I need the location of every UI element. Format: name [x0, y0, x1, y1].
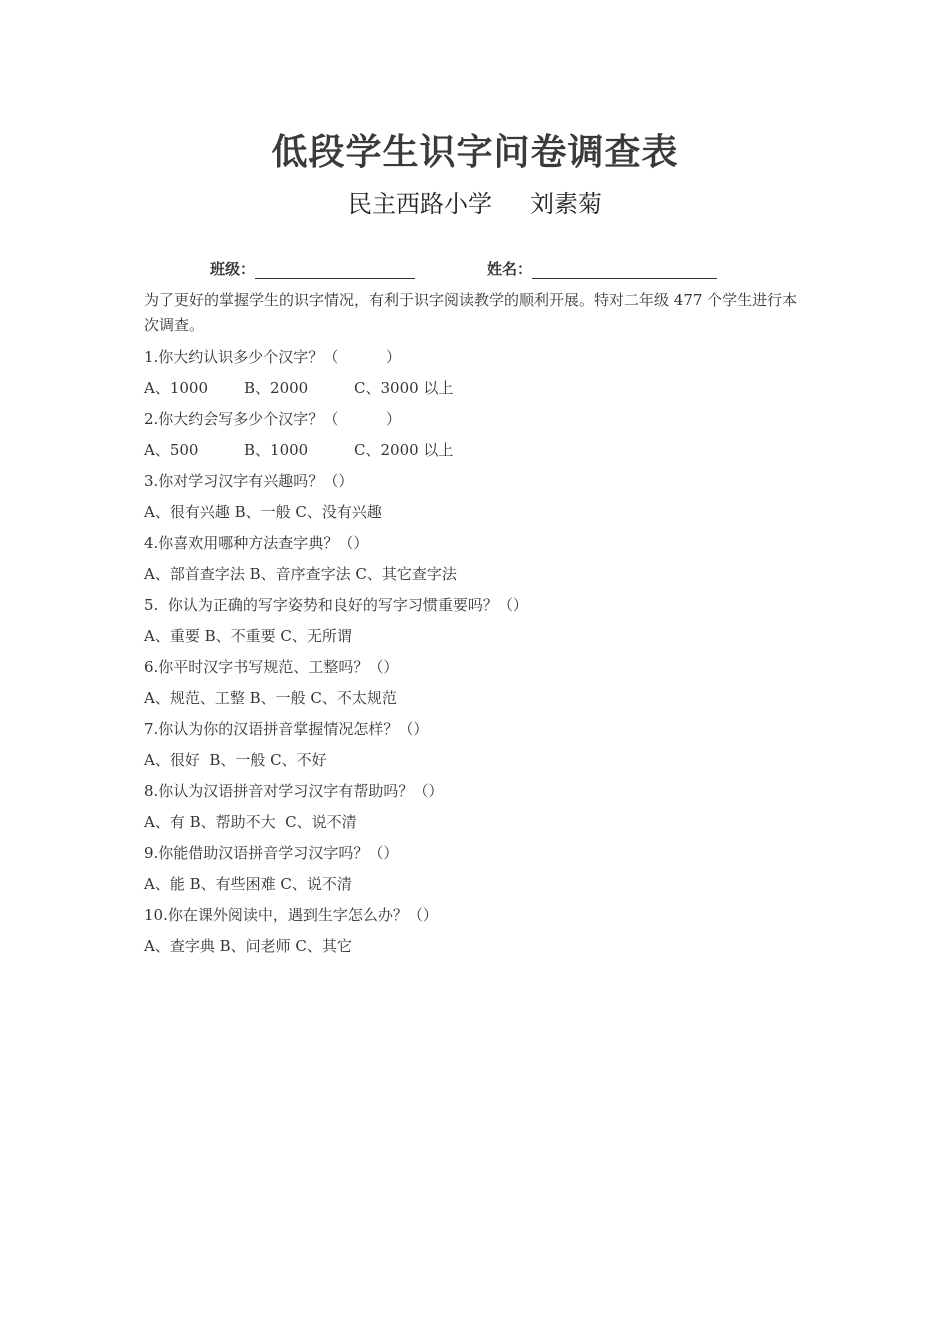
question-3-options: A、很有兴趣 B、一般 C、没有兴趣: [144, 503, 382, 521]
question-8: 8.你认为汉语拼音对学习汉字有帮助吗？（）: [144, 782, 444, 800]
class-field: [210, 258, 415, 279]
intro-paragraph: 为了更好的掌握学生的识字情况，有利于识字阅读教学的顺利开展。特对二年级 477 个学生进行本次调查。: [144, 291, 798, 334]
question-10: 10.你在课外阅读中，遇到生字怎么办？（）: [144, 906, 438, 924]
question-10-options: A、查字典 B、问老师 C、其它: [144, 937, 352, 955]
option-a: A、1000: [144, 379, 209, 397]
school-name: 民主西路小学: [348, 190, 492, 218]
question-7-options: A、很好 B、一般 C、不好: [144, 751, 327, 769]
name-label: 姓名：: [487, 260, 533, 278]
option-c: C、2000 以上: [354, 441, 454, 459]
question-1: 1.你大约认识多少个汉字？（ ）: [144, 348, 401, 366]
option-b: B、2000: [244, 379, 309, 397]
question-2: 2.你大约会写多少个汉字？（ ）: [144, 410, 401, 428]
name-blank[interactable]: [532, 260, 717, 279]
question-6-options: A、规范、工整 B、一般 C、不太规范: [144, 689, 397, 707]
author-name: 刘素菊: [530, 190, 602, 218]
name-field: [487, 258, 717, 279]
question-8-options: A、有 B、帮助不大 C、说不清: [144, 813, 357, 831]
question-9: 9.你能借助汉语拼音学习汉字吗？（）: [144, 844, 399, 862]
question-1-options: [144, 373, 804, 404]
question-2-options: [144, 435, 804, 466]
class-label: 班级：: [210, 260, 256, 278]
question-4-options: A、部首查字法 B、音序查字法 C、其它查字法: [144, 565, 457, 583]
option-c: C、3000 以上: [354, 379, 454, 397]
questionnaire-body: [144, 288, 804, 962]
question-4: 4.你喜欢用哪种方法查字典？（）: [144, 534, 369, 552]
class-blank[interactable]: [255, 260, 415, 279]
question-3: 3.你对学习汉字有兴趣吗？（）: [144, 472, 354, 490]
subtitle: [0, 184, 950, 219]
question-9-options: A、能 B、有些困难 C、说不清: [144, 875, 352, 893]
page-title: 低段学生识字问卷调查表: [271, 131, 679, 173]
question-7: 7.你认为你的汉语拼音掌握情况怎样？（）: [144, 720, 429, 738]
option-a: A、500: [144, 441, 199, 459]
question-5-options: A、重要 B、不重要 C、无所谓: [144, 627, 352, 645]
question-5: 5. 你认为正确的写字姿势和良好的写字习惯重要吗？（）: [144, 596, 528, 614]
question-6: 6.你平时汉字书写规范、工整吗？（）: [144, 658, 399, 676]
option-b: B、1000: [244, 441, 309, 459]
